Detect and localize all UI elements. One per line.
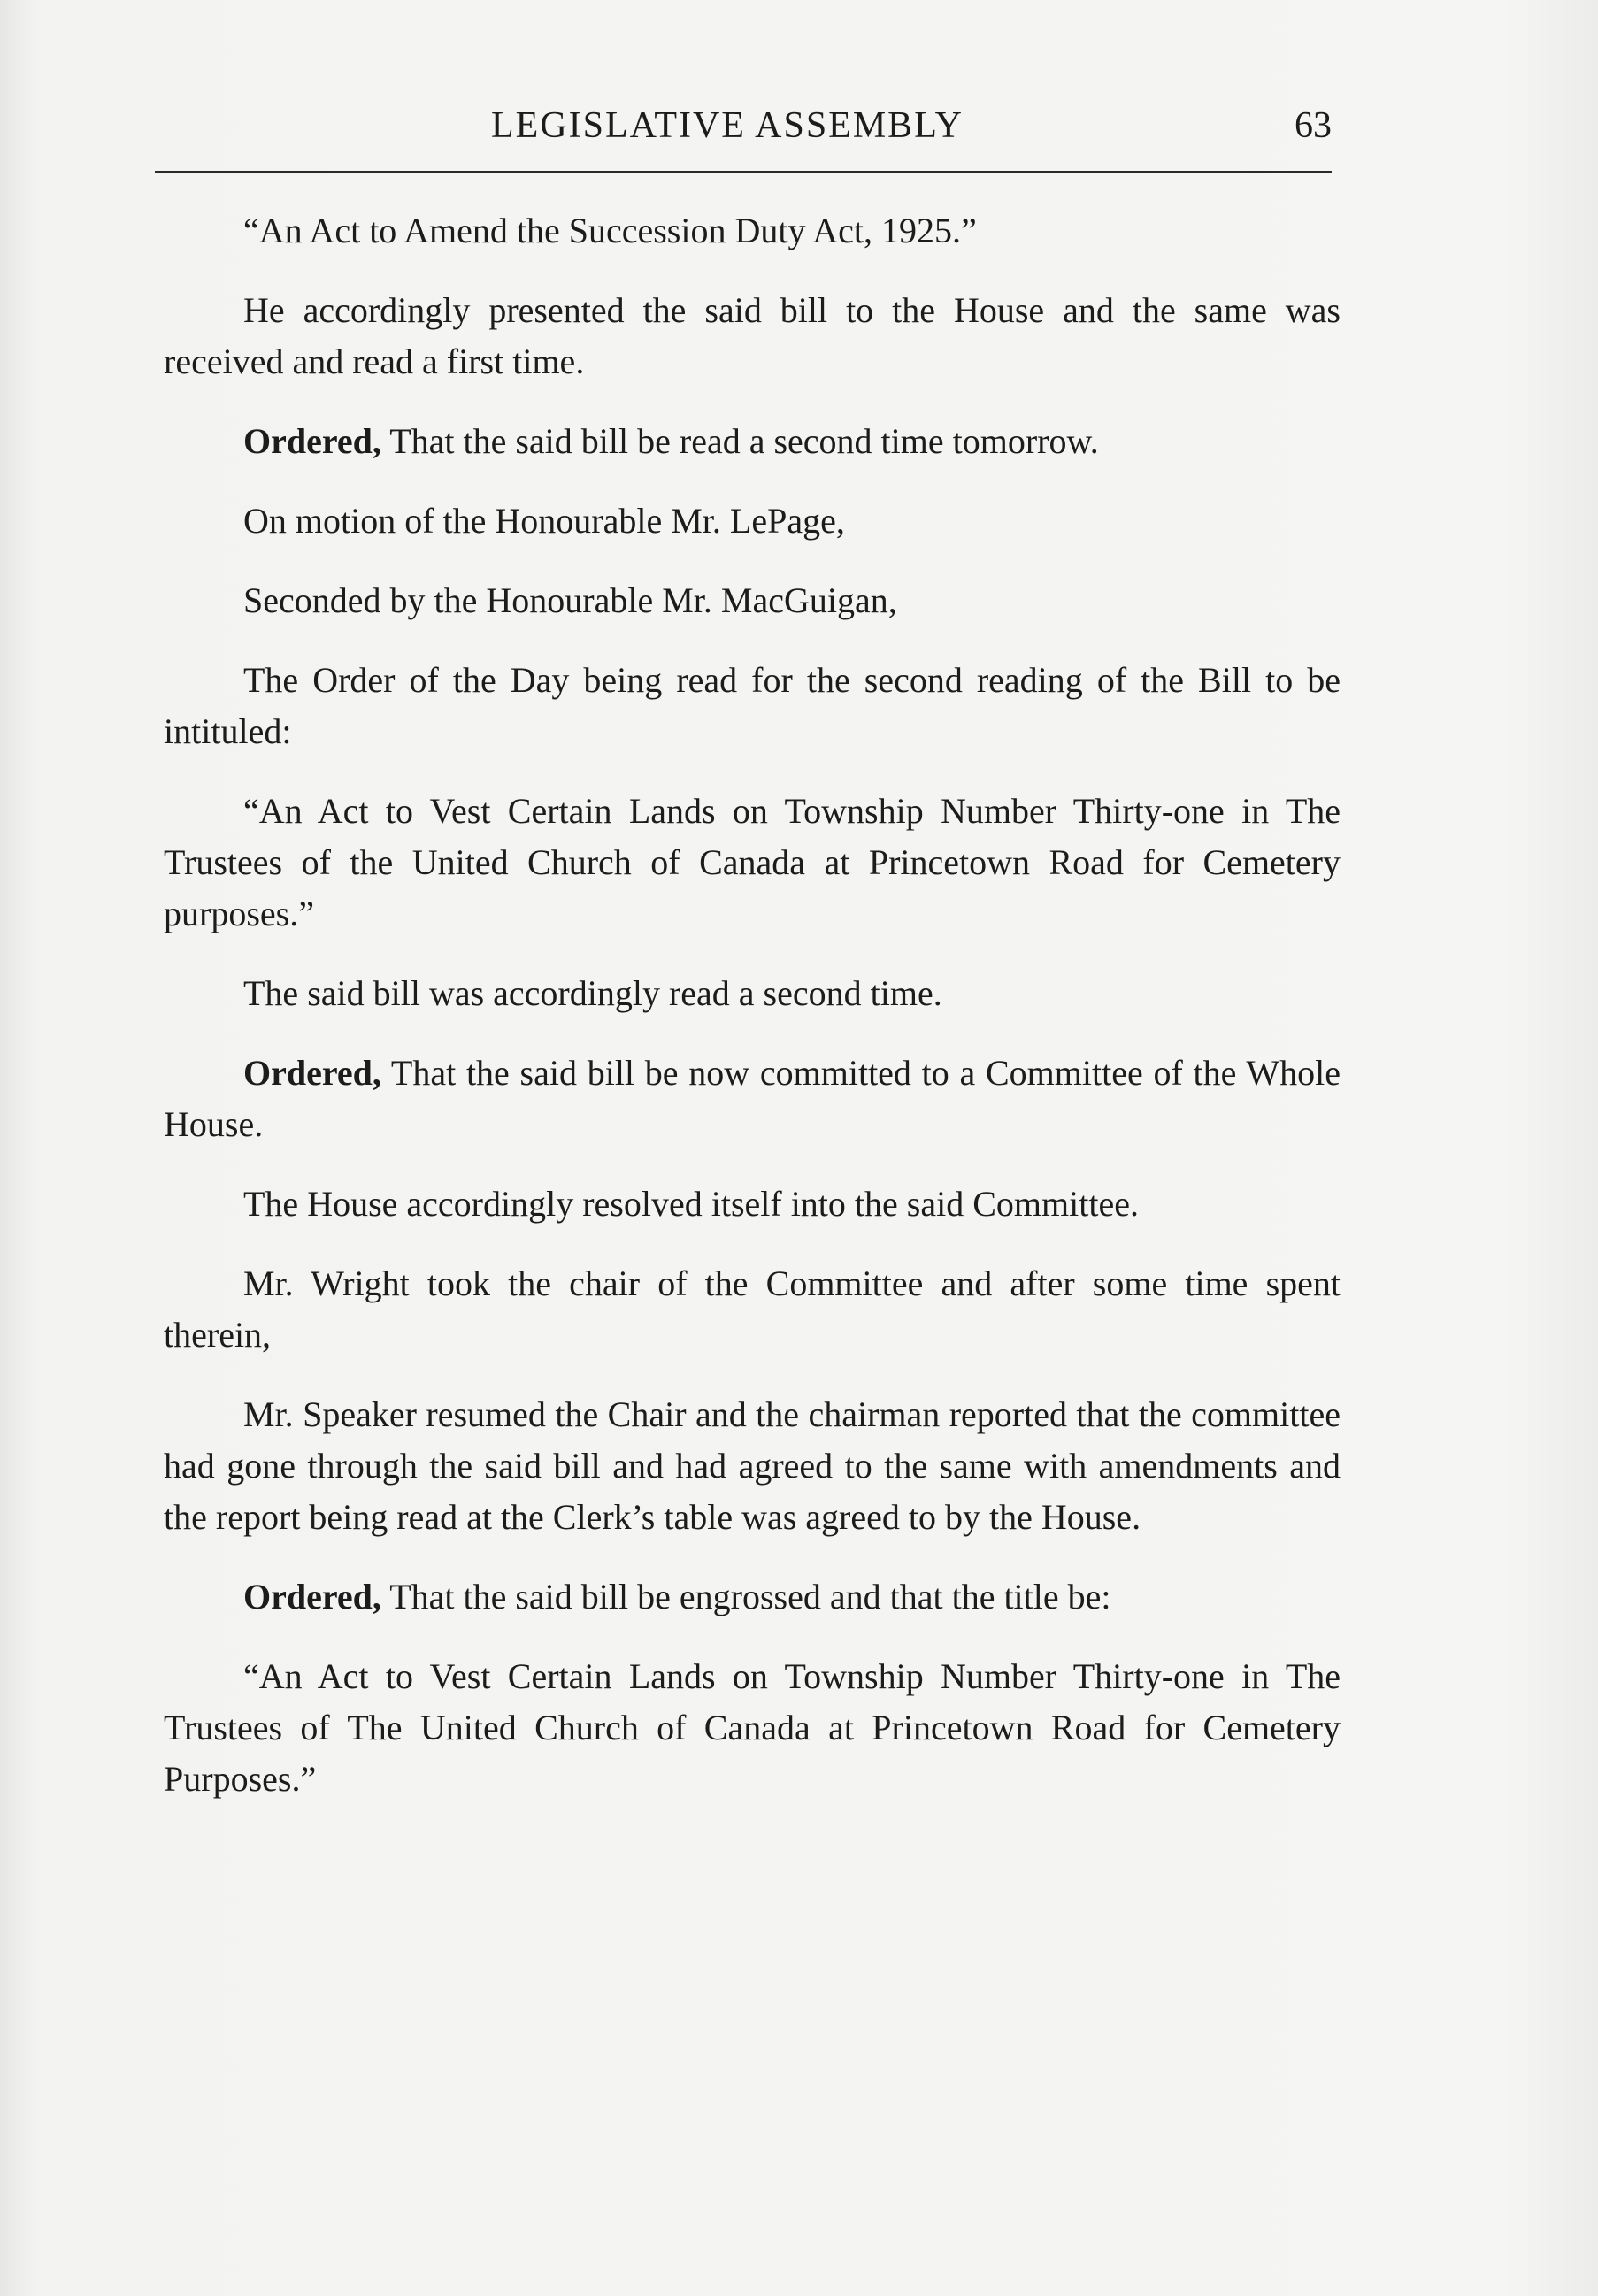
paragraph-12 xyxy=(164,1389,1341,1543)
paragraph-11 xyxy=(164,1258,1341,1361)
paragraph-text: The Order of the Day being read for the second reading of the Bill to be intituled: xyxy=(164,660,1341,751)
body-text xyxy=(164,205,1341,1833)
paragraph-text: He accordingly presented the said bill to the House and the same was received and read a first time. xyxy=(164,290,1341,381)
paragraph-text: The said bill was accordingly read a second time. xyxy=(243,973,942,1013)
paragraph-4 xyxy=(164,495,1341,547)
paragraph-text: Mr. Speaker resumed the Chair and the chairman reported that the committee had gone through the said bill and had agreed to the same with amendments and the report being read at the Clerk’s table was agreed to by the House. xyxy=(164,1394,1341,1537)
ordered-label: Ordered, xyxy=(243,1577,381,1616)
paragraph-text: That the said bill be engrossed and that the title be: xyxy=(389,1577,1111,1616)
paragraph-text: “An Act to Vest Certain Lands on Township Number Thirty-one in The Trustees of The United Church of Canada at Princetown Road for Cemetery Purposes.” xyxy=(164,1656,1341,1799)
paragraph-text: “An Act to Vest Certain Lands on Township Number Thirty-one in The Trustees of the United Church of Canada at Princetown Road for Cemetery purposes.” xyxy=(164,791,1341,933)
ordered-label: Ordered, xyxy=(243,1053,381,1093)
paragraph-9 xyxy=(164,1048,1341,1150)
ordered-label: Ordered, xyxy=(243,421,381,461)
paragraph-text: Seconded by the Honourable Mr. MacGuigan, xyxy=(243,580,897,620)
page-header xyxy=(155,104,1332,157)
running-head: LEGISLATIVE ASSEMBLY xyxy=(491,105,964,146)
paragraph-8 xyxy=(164,968,1341,1019)
paragraph-text: Mr. Wright took the chair of the Committee and after some time spent therein, xyxy=(164,1263,1341,1355)
paragraph-text: That the said bill be now committed to a Committee of the Whole House. xyxy=(164,1053,1341,1144)
paragraph-2 xyxy=(164,285,1341,388)
paragraph-6 xyxy=(164,655,1341,757)
paragraph-text: That the said bill be read a second time tomorrow. xyxy=(389,421,1099,461)
paragraph-5 xyxy=(164,575,1341,626)
paragraph-10 xyxy=(164,1179,1341,1230)
header-rule xyxy=(155,171,1332,173)
paragraph-3 xyxy=(164,416,1341,467)
page-number: 63 xyxy=(1295,105,1332,146)
paragraph-text: On motion of the Honourable Mr. LePage, xyxy=(243,501,845,541)
paragraph-13 xyxy=(164,1571,1341,1623)
paragraph-1 xyxy=(164,205,1341,257)
paragraph-text: The House accordingly resolved itself into the said Committee. xyxy=(243,1184,1139,1224)
paragraph-14 xyxy=(164,1651,1341,1805)
paragraph-text: “An Act to Amend the Succession Duty Act, 1925.” xyxy=(243,211,977,250)
paragraph-7 xyxy=(164,786,1341,940)
